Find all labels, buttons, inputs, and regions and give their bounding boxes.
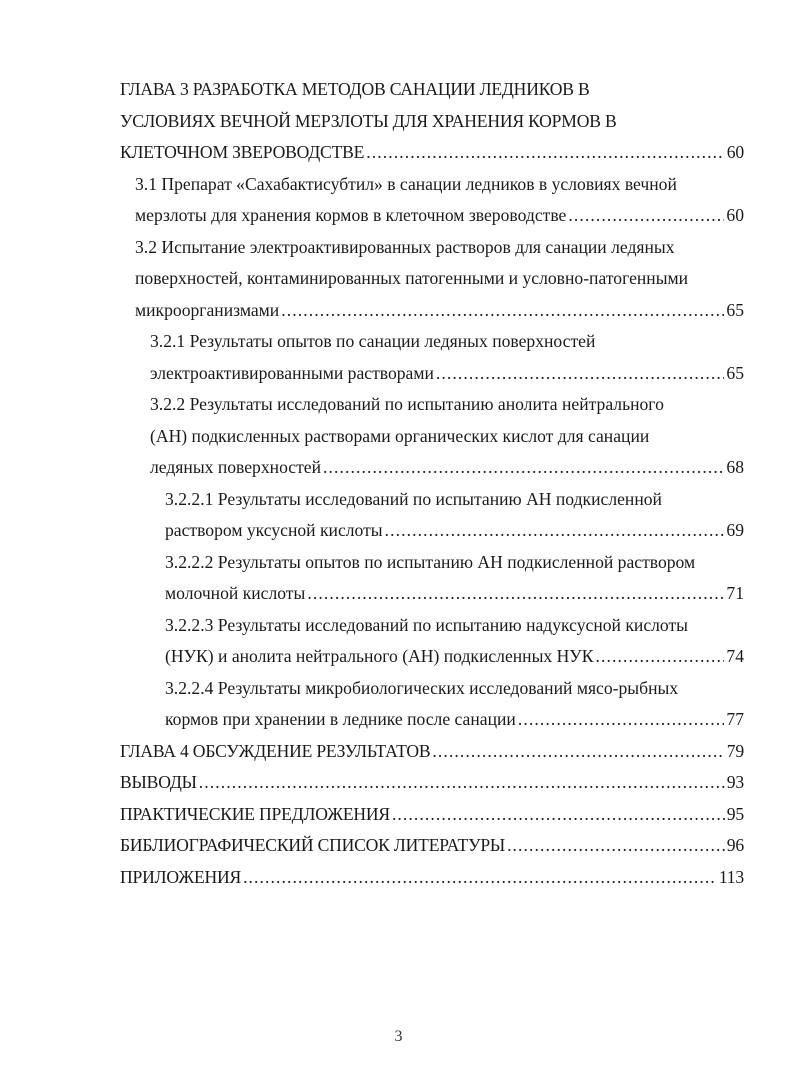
toc-entry-title: ВЫВОДЫ <box>120 772 197 792</box>
toc-entry-line <box>120 673 744 705</box>
toc-leader-dots <box>281 295 724 327</box>
toc-page-number: 96 <box>726 835 744 855</box>
toc-entry-title: ПРИЛОЖЕНИЯ <box>120 866 242 887</box>
toc-leader-dots <box>307 578 724 610</box>
toc-entry-title: микроорганизмами <box>135 299 280 320</box>
toc-entry-title: ледяных поверхностей <box>150 457 322 477</box>
toc-leader-dots <box>366 137 725 169</box>
toc-entry-title: 3.2.1 Результаты опытов по санации ледяных поверхностей <box>150 331 596 351</box>
toc-entry[interactable] <box>120 326 744 389</box>
toc-leader-dots <box>323 452 724 484</box>
toc-entry-line <box>120 200 744 232</box>
toc-entry-line <box>120 799 744 831</box>
toc-entry[interactable] <box>120 767 744 799</box>
toc-leader-dots <box>385 515 725 547</box>
toc-entry-title: молочной кислоты <box>165 583 306 603</box>
toc-entry[interactable] <box>120 799 744 831</box>
toc-page-number: 95 <box>726 803 744 824</box>
toc-entry-title: 3.2.2.1 Результаты исследований по испытанию АН подкисленной <box>165 488 662 509</box>
toc-entry-title: 3.2.2.3 Результаты исследований по испытанию надуксусной кислоты <box>165 614 689 635</box>
toc-entry-line <box>120 830 744 862</box>
toc-entry-line <box>120 515 744 547</box>
toc-entry-title: 3.2.2.4 Результаты микробиологических исследований мясо-рыбных <box>165 677 679 698</box>
toc-entry-title: поверхностей, контаминированных патогенными и условно-патогенными <box>135 268 689 288</box>
toc-entry-line <box>120 578 744 610</box>
toc-page-number: 68 <box>726 457 744 477</box>
toc-page-number: 77 <box>726 709 744 729</box>
toc-entry-title: УСЛОВИЯХ ВЕЧНОЙ МЕРЗЛОТЫ ДЛЯ ХРАНЕНИЯ КОРМОВ В <box>120 110 617 131</box>
toc-entry[interactable] <box>120 673 744 736</box>
toc-leader-dots <box>507 830 725 862</box>
toc-leader-dots <box>596 641 725 673</box>
toc-entry-line <box>120 421 744 453</box>
toc-leader-dots <box>199 767 725 799</box>
table-of-contents <box>120 74 744 893</box>
toc-entry-title: 3.2.2 Результаты исследований по испытанию анолита нейтрального <box>150 394 664 414</box>
toc-leader-dots <box>432 736 724 768</box>
toc-entry-line <box>120 169 744 201</box>
toc-page-number: 74 <box>726 646 744 666</box>
toc-entry-line <box>120 74 744 106</box>
toc-entry-line <box>120 641 744 673</box>
toc-entry-line <box>120 452 744 484</box>
toc-page-number: 93 <box>726 772 744 792</box>
toc-entry-line <box>120 358 744 390</box>
toc-entry-line <box>120 704 744 736</box>
toc-page-number: 65 <box>726 362 744 383</box>
toc-entry-line <box>120 106 744 138</box>
toc-entry-title: раствором уксусной кислоты <box>165 520 383 540</box>
toc-entry-title: мерзлоты для хранения кормов в клеточном звероводстве <box>135 205 567 225</box>
toc-page-number: 113 <box>718 866 744 887</box>
toc-entry[interactable] <box>120 830 744 862</box>
toc-leader-dots <box>568 200 724 232</box>
toc-leader-dots <box>392 799 725 831</box>
toc-entry-title: БИБЛИОГРАФИЧЕСКИЙ СПИСОК ЛИТЕРАТУРЫ <box>120 835 506 855</box>
toc-entry-line <box>120 547 744 579</box>
toc-entry-line <box>120 389 744 421</box>
toc-entry-line <box>120 862 744 894</box>
toc-leader-dots <box>436 358 725 390</box>
toc-entry-title: (АН) подкисленных растворами органических кислот для санации <box>150 425 650 446</box>
toc-entry-line <box>120 610 744 642</box>
toc-entry-title: электроактивированными растворами <box>150 362 434 383</box>
toc-entry[interactable] <box>120 232 744 327</box>
toc-page-number: 71 <box>726 583 744 603</box>
toc-entry[interactable] <box>120 169 744 232</box>
toc-entry[interactable] <box>120 389 744 484</box>
toc-entry-line <box>120 484 744 516</box>
toc-page-number: 65 <box>726 299 744 320</box>
toc-entry-title: КЛЕТОЧНОМ ЗВЕРОВОДСТВЕ <box>120 142 365 162</box>
toc-entry-title: ГЛАВА 3 РАЗРАБОТКА МЕТОДОВ САНАЦИИ ЛЕДНИКОВ В <box>120 79 590 99</box>
toc-entry-title: ГЛАВА 4 ОБСУЖДЕНИЕ РЕЗУЛЬТАТОВ <box>120 740 431 761</box>
toc-entry-line <box>120 767 744 799</box>
toc-entry-line <box>120 736 744 768</box>
toc-entry[interactable] <box>120 736 744 768</box>
toc-entry-line <box>120 263 744 295</box>
toc-entry-title: 3.2.2.2 Результаты опытов по испытанию АН подкисленной раствором <box>165 551 696 572</box>
toc-page-number: 60 <box>726 205 744 225</box>
toc-entry-title: (НУК) и анолита нейтрального (АН) подкисленных НУК <box>165 646 594 666</box>
toc-entry[interactable] <box>120 547 744 610</box>
toc-entry-title: 3.2 Испытание электроактивированных растворов для санации ледяных <box>135 236 675 257</box>
toc-entry-title: 3.1 Препарат «Сахабактисубтил» в санации ледников в условиях вечной <box>135 173 677 194</box>
toc-entry[interactable] <box>120 610 744 673</box>
toc-entry-line <box>120 326 744 358</box>
toc-entry[interactable] <box>120 74 744 169</box>
toc-page-number: 79 <box>726 740 744 761</box>
toc-page-number: 60 <box>726 142 744 162</box>
toc-entry-title: ПРАКТИЧЕСКИЕ ПРЕДЛОЖЕНИЯ <box>120 803 390 824</box>
toc-entry-line <box>120 137 744 169</box>
toc-entry-line <box>120 232 744 264</box>
page-number: 3 <box>394 1028 403 1045</box>
toc-page-number: 69 <box>726 520 744 540</box>
toc-leader-dots <box>518 704 725 736</box>
toc-entry-title: кормов при хранении в леднике после санации <box>165 709 516 729</box>
toc-entry[interactable] <box>120 484 744 547</box>
toc-leader-dots <box>243 862 717 894</box>
toc-entry-line <box>120 295 744 327</box>
toc-entry[interactable] <box>120 862 744 894</box>
